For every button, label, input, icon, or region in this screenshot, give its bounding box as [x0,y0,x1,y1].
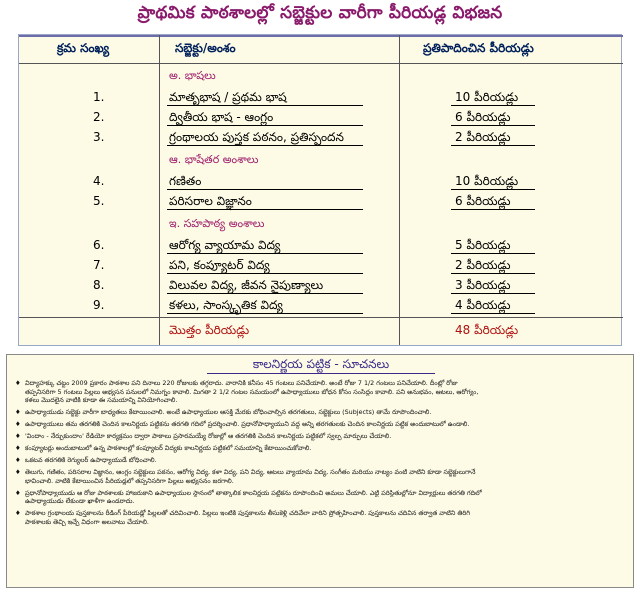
note-text: ఉపాధ్యాయుడు లేకుండా ఖాళీగా ఉండరాదు. [25,497,135,506]
note-text: పాఠశాలకు తెచ్చి ఇచ్చే విధంగా అలవాటు చేయాలి. [25,517,149,526]
note-text: ప్రధానోపాధ్యాయుడు ఆ రోజు పాఠశాలకు హాజరుకాని ఉపాధ్యాయుల స్థానంలో తాత్కాలిక కాలనిర్ణయ పట్టికను రూపొందించి అమలు చేయాలి. ఎట్టి పరిస్థితుల్లోనూ విద్యార్థులు తరగతి గదిలో [25,488,482,497]
header-subject: సబ్జెక్టు/అంశం [175,41,236,55]
row-underline [451,105,535,106]
row-number: 2. [93,110,105,124]
row-underline [167,313,363,314]
row-subject: గ్రంథాలయ పుస్తక పఠనం, ప్రతిస్పందన [169,130,344,144]
note-text: ఉపాధ్యాయులు తమ తరగతికి చెందిన కాలనిర్ణయ పట్టికను తరగతి గదిలో ప్రదర్శించాలి. ప్రధానోపాధ్యాయుని వద్ద అన్ని తరగతులకు చెందిన కాలనిర్ణయ పట్టిక అందుబాటులో ఉండాలి. [25,420,470,429]
row-number: 3. [93,130,105,144]
category-non-languages: ఆ. భాషేతర అంశాలు [169,153,259,166]
table-row [19,255,623,275]
table-row [19,191,623,211]
table-row [19,127,623,147]
header-rule [19,63,623,64]
bullet-icon: ♦ [15,432,21,441]
bullet-icon: ♦ [15,509,21,518]
row-periods: 4 పీరియడ్లు [455,298,511,312]
row-periods: 6 పీరియడ్లు [455,110,511,124]
row-underline [167,145,363,146]
table-row [19,235,623,255]
bullet-icon: ♦ [15,444,21,453]
row-subject: పని, కంప్యూటర్ విద్య [169,258,270,272]
note-text: తప్పనిసరిగా 5 గంటలు పిల్లలు అభ్యసన పనులలో నిమగ్నం కావాలి. మిగతా 2 1/2 గంటల సమయంలో ఉపాధ్యాయులు బోధన కోసం సంసిద్ధం కావాలి. పని అనుభవం, ఆటలు, ఆరోగ్యం, [25,387,479,396]
row-underline [167,189,363,190]
category-co-curricular: ఇ. సహపాఠ్య అంశాలు [169,217,265,230]
bullet-icon: ♦ [15,408,21,417]
table-row [19,87,623,107]
row-underline [167,253,363,254]
row-periods: 2 పీరియడ్లు [455,130,511,144]
timetable-notes [6,354,634,588]
row-underline [167,293,363,294]
row-underline [451,209,535,210]
note-item [15,489,629,506]
note-text: కంప్యూటర్లు అందుబాటులో ఉన్న పాఠశాలల్లో కంప్యూటర్ విద్యకు కాలనిర్ణయ పట్టికలో సమయాన్ని కేటాయించుకోవాలి. [25,444,312,453]
table-row [19,275,623,295]
row-underline [451,313,535,314]
row-number: 4. [93,174,105,188]
notes-title: కాలనిర్ణయ పట్టిక - సూచనలు [252,357,390,371]
row-underline [451,145,535,146]
row-subject: గణితం [169,174,202,188]
header-serial: క్రమ సంఖ్య [57,41,110,55]
note-text: 'విందాం - నేర్చుకుందాం' రేడియో కార్యక్రమం ద్వారా పాఠాలు ప్రసారమయ్యే రోజుల్లో ఆ తరగతికి చెందిన కాలనిర్ణయ పట్టికలో స్వల్ప మార్పులు చేయాలి. [25,432,392,441]
note-text: భావించాలి. వాటికి కేటాయించిన పీరియడ్లలో తప్పనిసరిగా పిల్లలు అభ్యసనం జరగాలి. [25,476,234,485]
row-periods: 10 పీరియడ్లు [455,90,519,104]
note-item [15,420,629,429]
row-number: 8. [93,278,105,292]
period-table [18,34,622,346]
note-item [15,432,629,441]
note-item [15,468,629,485]
note-item [15,408,629,417]
header-periods: ప్రతిపాదించిన పీరియడ్లు [423,41,534,55]
row-number: 1. [93,90,105,104]
table-row [19,295,623,315]
row-number: 7. [93,258,105,272]
row-underline [451,125,535,126]
row-subject: మాతృభాష / ప్రథమ భాష [169,90,287,104]
row-subject: కళలు, సాంస్కృతిక విద్య [169,298,283,312]
row-underline [167,125,363,126]
note-text: ఒకటవ తరగతికి రెగ్యులర్ ఉపాధ్యాయుడే బోధించాలి. [25,456,157,465]
row-underline [451,189,535,190]
row-number: 9. [93,298,105,312]
note-item [15,379,629,405]
note-text: కళలు మొదలైన వాటికి కూడా ఈ సమయాన్ని వినియోగించాలి. [25,396,178,405]
row-number: 6. [93,238,105,252]
total-value: 48 పీరియడ్లు [455,323,519,337]
bullet-icon: ♦ [15,488,21,497]
title-bar [0,0,640,30]
bullet-icon: ♦ [15,456,21,465]
row-underline [451,253,535,254]
total-label: మొత్తం పీరియడ్లు [169,323,250,337]
table-row [19,171,623,191]
row-number: 5. [93,194,105,208]
row-periods: 5 పీరియడ్లు [455,238,511,252]
note-text: విద్యాహక్కు చట్టం 2009 ప్రకారం పాఠశాల పని దినాలు 220 రోజులకు తగ్గరాదు. వారానికి కనీసం 45 గంటలు పనిచేయాలి. అంటే రోజు 7 1/2 గంటలు పనిచేయాలి. దీంట్లో రోజు [25,379,458,387]
bullet-icon: ♦ [15,379,21,387]
row-periods: 6 పీరియడ్లు [455,194,511,208]
note-item [15,456,629,465]
row-subject: ఆరోగ్య వ్యాయామ విద్య [169,238,281,252]
row-underline [167,209,363,210]
row-underline [451,293,535,294]
page-title: ప్రాథమిక పాఠశాలల్లో సబ్జెక్టుల వారీగా పీరియడ్ల విభజన [137,3,503,23]
category-languages: అ. భాషలు [169,69,216,82]
note-text: తెలుగు, గణితం, పరిసరాల విజ్ఞానం, ఆంగ్లం సబ్జెక్టులు పఠనం, ఆరోగ్య విద్య, కళా విద్య, పని విద్య, ఆటలు వ్యాయామ విద్య, సంగీతం మరియు నాట్యం వంటి వాటిని కూడా సబ్జెక్టులుగానే [25,468,476,477]
note-item [15,444,629,453]
bullet-icon: ♦ [15,420,21,429]
row-subject: ద్వితీయ భాష - ఆంగ్లం [169,110,274,124]
note-text: ఉపాధ్యాయుడు సబ్జెక్టు వారీగా బాధ్యతలు కేటాయించాలి. అంటే ఉపాధ్యాయుల ఆసక్తి మేరకు బోధించాల్సిన తరగతులు, సబ్జెక్టులు (Subjects) తామే రూపొందించాలి. [25,408,432,417]
table-top-rule [19,35,623,37]
row-underline [167,105,363,106]
note-text: పాఠశాల గ్రంథాలయ పుస్తకాలను రీడింగ్ పీరియడ్లో పిల్లలతో చదివించాలి. పిల్లలు ఇంటికి పుస్తకాలను తీసుకెళ్లి చదివేలా వారిని ప్రోత్సహించాలి. పుస్తకాలను చదివిన తర్వాత వాటిని తిరిగి [25,509,470,518]
row-periods: 10 పీరియడ్లు [455,174,519,188]
row-periods: 3 పీరియడ్లు [455,278,511,292]
row-underline [167,273,363,274]
row-subject: విలువల విద్య, జీవన నైపుణ్యాలు [169,278,324,292]
row-underline [451,273,535,274]
note-item [15,509,629,526]
notes-title-underline [207,373,435,374]
row-subject: పరిసరాల విజ్ఞానం [169,194,252,208]
bullet-icon: ♦ [15,468,21,477]
total-rule [19,317,623,318]
notes-list [15,379,629,530]
row-periods: 2 పీరియడ్లు [455,258,511,272]
table-row [19,107,623,127]
